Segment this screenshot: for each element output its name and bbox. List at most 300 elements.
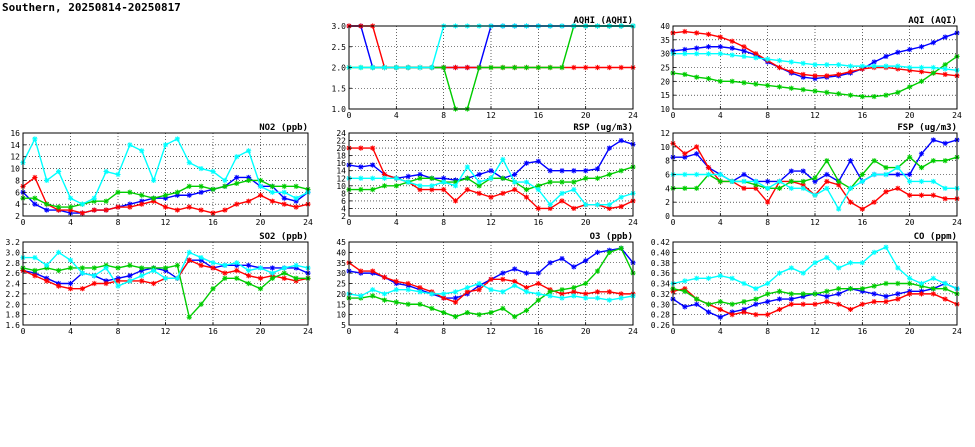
data-point-green	[836, 179, 841, 184]
data-point-red	[234, 202, 239, 207]
data-point-cyan	[777, 271, 782, 276]
data-point-cyan	[80, 271, 85, 276]
x-tick-label: 20	[580, 218, 591, 227]
x-tick-label: 4	[393, 111, 399, 120]
data-point-green	[417, 302, 422, 307]
y-tick-label: 10	[660, 142, 670, 152]
data-point-blue	[895, 50, 900, 55]
data-point-cyan	[294, 196, 299, 201]
data-point-green	[417, 176, 422, 181]
y-tick-label: 2.2	[5, 289, 20, 299]
data-point-red	[706, 165, 711, 170]
data-point-blue	[919, 44, 924, 49]
data-point-red	[895, 296, 900, 301]
data-point-green	[488, 65, 493, 70]
x-tick-label: 4	[717, 327, 723, 336]
chart-title: RSP (ug/m3)	[573, 123, 633, 133]
data-point-green	[836, 91, 841, 96]
data-point-red	[453, 198, 458, 203]
y-tick-label: 3.2	[5, 238, 20, 247]
data-point-cyan	[931, 179, 936, 184]
data-point-cyan	[607, 298, 612, 303]
data-point-green	[500, 176, 505, 181]
x-tick-label: 8	[115, 327, 121, 336]
data-point-green	[801, 291, 806, 296]
data-point-cyan	[524, 289, 529, 294]
data-point-red	[824, 73, 829, 78]
data-point-green	[907, 281, 912, 286]
data-point-cyan	[872, 250, 877, 255]
y-tick-label: 1.5	[331, 84, 346, 94]
data-point-blue	[583, 258, 588, 263]
data-point-cyan	[210, 169, 215, 174]
data-point-green	[694, 186, 699, 191]
data-point-cyan	[836, 62, 841, 67]
data-point-cyan	[151, 178, 156, 183]
data-point-blue	[406, 174, 411, 179]
data-point-green	[718, 79, 723, 84]
data-point-green	[68, 265, 73, 270]
x-tick-label: 4	[68, 218, 73, 227]
data-point-cyan	[741, 179, 746, 184]
x-tick-label: 20	[580, 327, 591, 336]
y-tick-label: 2.0	[331, 63, 346, 73]
data-point-cyan	[139, 273, 144, 278]
data-point-blue	[741, 172, 746, 177]
data-point-green	[512, 314, 517, 319]
data-point-green	[812, 88, 817, 93]
data-point-green	[465, 176, 470, 181]
data-point-green	[246, 178, 251, 183]
data-point-red	[187, 258, 192, 263]
data-point-red	[199, 207, 204, 212]
data-point-green	[765, 291, 770, 296]
data-point-red	[741, 309, 746, 314]
y-tick-label: 40	[660, 22, 670, 31]
y-tick-label: 2.5	[331, 42, 346, 52]
data-point-blue	[789, 168, 794, 173]
data-point-blue	[536, 271, 541, 276]
data-point-blue	[789, 296, 794, 301]
y-tick-label: 16	[336, 159, 346, 169]
data-point-cyan	[595, 295, 600, 300]
data-point-green	[294, 276, 299, 281]
data-point-red	[872, 200, 877, 205]
y-tick-label: 40	[336, 248, 346, 258]
data-point-red	[682, 29, 687, 34]
data-point-cyan	[694, 51, 699, 56]
y-tick-label: 12	[660, 129, 670, 138]
y-tick-label: 5	[341, 321, 346, 330]
x-tick-label: 12	[160, 327, 171, 336]
y-tick-label: 12	[336, 174, 346, 184]
data-point-green	[571, 179, 576, 184]
data-point-green	[824, 90, 829, 95]
y-tick-label: 2.0	[5, 300, 20, 310]
data-point-cyan	[583, 202, 588, 207]
data-point-cyan	[943, 281, 948, 286]
data-point-cyan	[753, 286, 758, 291]
y-tick-label: 30	[660, 49, 670, 59]
data-point-cyan	[115, 172, 120, 177]
data-point-cyan	[453, 289, 458, 294]
data-point-red	[32, 273, 37, 278]
data-point-blue	[718, 315, 723, 320]
data-point-blue	[559, 256, 564, 261]
data-point-red	[151, 281, 156, 286]
data-point-cyan	[836, 265, 841, 270]
data-point-cyan	[706, 172, 711, 177]
data-point-cyan	[465, 285, 470, 290]
data-point-red	[607, 65, 612, 70]
data-point-green	[127, 263, 132, 268]
x-tick-label: 24	[628, 111, 638, 120]
chart-so2	[6, 232, 313, 336]
data-point-green	[682, 289, 687, 294]
y-tick-label: 24	[336, 129, 346, 138]
data-point-cyan	[139, 148, 144, 153]
data-point-green	[812, 175, 817, 180]
data-point-blue	[931, 40, 936, 45]
x-tick-label: 0	[670, 218, 676, 227]
data-point-blue	[943, 141, 948, 146]
data-point-red	[907, 291, 912, 296]
data-point-green	[824, 289, 829, 294]
data-point-blue	[571, 264, 576, 269]
data-point-red	[607, 289, 612, 294]
data-point-cyan	[187, 160, 192, 165]
data-point-red	[56, 283, 61, 288]
data-point-cyan	[706, 276, 711, 281]
data-point-red	[919, 193, 924, 198]
data-point-green	[270, 184, 275, 189]
data-point-cyan	[536, 291, 541, 296]
data-point-green	[907, 155, 912, 160]
data-point-cyan	[812, 62, 817, 67]
data-point-red	[258, 193, 263, 198]
y-tick-label: 6	[15, 188, 20, 198]
data-point-red	[524, 195, 529, 200]
data-point-green	[477, 65, 482, 70]
data-point-red	[453, 65, 458, 70]
data-point-red	[789, 302, 794, 307]
x-tick-label: 8	[765, 327, 771, 336]
data-point-green	[789, 291, 794, 296]
data-point-cyan	[56, 169, 61, 174]
data-point-cyan	[753, 179, 758, 184]
data-point-red	[943, 196, 948, 201]
data-point-blue	[199, 190, 204, 195]
y-tick-label: 3.0	[331, 22, 346, 31]
data-point-green	[104, 199, 109, 204]
data-point-red	[595, 289, 600, 294]
data-point-green	[583, 176, 588, 181]
data-point-blue	[801, 168, 806, 173]
data-point-blue	[358, 164, 363, 169]
y-tick-label: 1.6	[5, 321, 20, 330]
data-point-red	[583, 65, 588, 70]
data-point-green	[607, 250, 612, 255]
x-tick-label: 12	[810, 218, 820, 227]
data-point-red	[848, 307, 853, 312]
data-point-blue	[500, 271, 505, 276]
data-point-green	[872, 158, 877, 163]
data-point-cyan	[187, 250, 192, 255]
data-point-cyan	[872, 172, 877, 177]
x-tick-label: 20	[255, 218, 266, 227]
x-tick-label: 24	[952, 218, 962, 227]
data-point-green	[139, 193, 144, 198]
y-tick-label: 25	[660, 63, 670, 73]
data-point-red	[465, 65, 470, 70]
data-point-green	[406, 302, 411, 307]
data-point-green	[571, 285, 576, 290]
series-line-green	[349, 248, 633, 316]
x-tick-label: 12	[810, 327, 820, 336]
data-point-cyan	[883, 245, 888, 250]
data-point-cyan	[883, 172, 888, 177]
data-point-cyan	[907, 65, 912, 70]
data-point-cyan	[682, 51, 687, 56]
x-tick-label: 0	[670, 111, 676, 120]
data-point-cyan	[836, 206, 841, 211]
data-point-cyan	[682, 278, 687, 283]
data-point-cyan	[812, 193, 817, 198]
data-point-red	[919, 291, 924, 296]
y-tick-label: 0	[665, 212, 670, 221]
data-point-red	[571, 65, 576, 70]
data-point-cyan	[860, 64, 865, 69]
data-point-cyan	[548, 293, 553, 298]
x-tick-label: 12	[486, 218, 496, 227]
data-point-red	[571, 206, 576, 211]
data-point-green	[187, 315, 192, 320]
data-point-red	[234, 268, 239, 273]
data-point-cyan	[115, 283, 120, 288]
data-point-blue	[595, 250, 600, 255]
x-tick-label: 0	[346, 111, 352, 120]
data-point-green	[559, 287, 564, 292]
data-point-cyan	[358, 293, 363, 298]
data-point-cyan	[234, 260, 239, 265]
x-tick-label: 20	[904, 218, 915, 227]
data-point-green	[358, 187, 363, 192]
data-point-green	[175, 190, 180, 195]
data-point-cyan	[848, 260, 853, 265]
data-point-green	[187, 184, 192, 189]
data-point-green	[931, 286, 936, 291]
data-point-cyan	[258, 265, 263, 270]
data-point-blue	[583, 168, 588, 173]
data-point-green	[682, 72, 687, 77]
data-point-green	[548, 179, 553, 184]
data-point-red	[741, 186, 746, 191]
y-tick-label: 2	[341, 212, 346, 221]
x-tick-label: 12	[160, 218, 171, 227]
x-tick-label: 4	[393, 218, 399, 227]
data-point-blue	[824, 294, 829, 299]
data-point-blue	[931, 137, 936, 142]
data-point-red	[848, 69, 853, 74]
data-point-blue	[848, 158, 853, 163]
data-point-cyan	[718, 172, 723, 177]
data-point-red	[907, 193, 912, 198]
data-point-blue	[682, 304, 687, 309]
data-point-cyan	[294, 263, 299, 268]
data-point-cyan	[595, 202, 600, 207]
data-point-cyan	[741, 281, 746, 286]
series-line-cyan	[673, 247, 957, 289]
data-point-green	[524, 65, 529, 70]
data-point-cyan	[931, 65, 936, 70]
data-point-red	[222, 207, 227, 212]
data-point-green	[730, 302, 735, 307]
y-tick-label: 25	[336, 279, 346, 289]
data-point-green	[860, 286, 865, 291]
data-point-green	[718, 299, 723, 304]
y-tick-label: 6	[341, 196, 346, 206]
data-point-red	[115, 205, 120, 210]
data-point-red	[706, 32, 711, 37]
data-point-red	[358, 145, 363, 150]
data-point-blue	[765, 299, 770, 304]
data-point-cyan	[741, 54, 746, 59]
x-tick-label: 4	[717, 111, 723, 120]
data-point-red	[883, 189, 888, 194]
data-point-green	[777, 289, 782, 294]
data-point-cyan	[417, 289, 422, 294]
x-tick-label: 8	[765, 218, 771, 227]
data-point-red	[187, 205, 192, 210]
data-point-red	[619, 204, 624, 209]
data-point-red	[730, 39, 735, 44]
data-point-green	[370, 293, 375, 298]
data-point-green	[860, 172, 865, 177]
chart-title: O3 (ppb)	[589, 232, 633, 242]
data-point-green	[382, 298, 387, 303]
y-tick-label: 20	[336, 144, 346, 154]
data-point-green	[895, 90, 900, 95]
data-point-cyan	[801, 186, 806, 191]
y-tick-label: 22	[336, 136, 346, 146]
data-point-red	[92, 207, 97, 212]
data-point-green	[595, 268, 600, 273]
data-point-green	[453, 314, 458, 319]
data-point-cyan	[730, 52, 735, 57]
data-point-cyan	[488, 287, 493, 292]
y-tick-label: 2.4	[5, 279, 20, 289]
x-tick-label: 0	[20, 327, 26, 336]
data-point-cyan	[860, 179, 865, 184]
data-point-blue	[883, 294, 888, 299]
data-point-cyan	[394, 176, 399, 181]
x-tick-label: 4	[68, 327, 73, 336]
data-point-green	[282, 271, 287, 276]
data-point-blue	[694, 46, 699, 51]
data-point-cyan	[548, 202, 553, 207]
data-point-cyan	[56, 250, 61, 255]
data-point-green	[524, 308, 529, 313]
data-point-red	[824, 179, 829, 184]
y-tick-label: 2.6	[5, 269, 20, 279]
data-point-red	[559, 198, 564, 203]
data-point-blue	[559, 168, 564, 173]
y-tick-label: 2	[665, 198, 670, 208]
data-point-cyan	[199, 255, 204, 260]
data-point-cyan	[199, 166, 204, 171]
data-point-red	[777, 65, 782, 70]
y-tick-label: 10	[660, 105, 670, 114]
data-point-green	[801, 179, 806, 184]
data-point-cyan	[860, 260, 865, 265]
data-point-red	[406, 281, 411, 286]
data-point-red	[860, 206, 865, 211]
data-point-cyan	[234, 154, 239, 159]
data-point-cyan	[718, 51, 723, 56]
data-point-cyan	[175, 276, 180, 281]
data-point-green	[488, 310, 493, 315]
data-point-cyan	[512, 283, 517, 288]
data-point-blue	[32, 202, 37, 207]
data-point-blue	[187, 193, 192, 198]
data-point-cyan	[44, 263, 49, 268]
data-point-cyan	[441, 291, 446, 296]
data-point-cyan	[477, 281, 482, 286]
data-point-red	[895, 186, 900, 191]
data-point-cyan	[282, 265, 287, 270]
data-point-cyan	[571, 187, 576, 192]
data-point-cyan	[824, 62, 829, 67]
chart-o3	[336, 232, 638, 336]
data-point-green	[500, 65, 505, 70]
data-point-green	[619, 168, 624, 173]
x-tick-label: 24	[628, 218, 638, 227]
x-tick-label: 8	[441, 111, 447, 120]
data-point-cyan	[68, 196, 73, 201]
y-tick-label: 10	[336, 181, 346, 191]
data-point-blue	[524, 271, 529, 276]
y-tick-label: 20	[336, 289, 346, 299]
data-point-green	[500, 306, 505, 311]
data-point-cyan	[848, 64, 853, 69]
data-point-cyan	[163, 276, 168, 281]
data-point-blue	[571, 168, 576, 173]
data-point-cyan	[358, 65, 363, 70]
chart-fsp	[660, 123, 962, 227]
data-point-green	[56, 268, 61, 273]
data-point-blue	[44, 207, 49, 212]
data-point-green	[872, 283, 877, 288]
data-point-green	[753, 82, 758, 87]
y-tick-label: 2	[15, 212, 20, 221]
data-point-cyan	[270, 271, 275, 276]
data-point-green	[394, 300, 399, 305]
x-tick-label: 16	[208, 218, 218, 227]
data-point-red	[92, 281, 97, 286]
y-tick-label: 14	[10, 140, 20, 150]
data-point-green	[80, 265, 85, 270]
x-tick-label: 0	[670, 327, 676, 336]
x-tick-label: 24	[628, 327, 638, 336]
data-point-cyan	[441, 179, 446, 184]
data-point-red	[477, 191, 482, 196]
data-point-cyan	[151, 268, 156, 273]
data-point-red	[32, 175, 37, 180]
data-point-cyan	[429, 65, 434, 70]
chart-title: CO (ppm)	[913, 232, 957, 242]
data-point-green	[258, 286, 263, 291]
x-tick-label: 8	[441, 327, 447, 336]
